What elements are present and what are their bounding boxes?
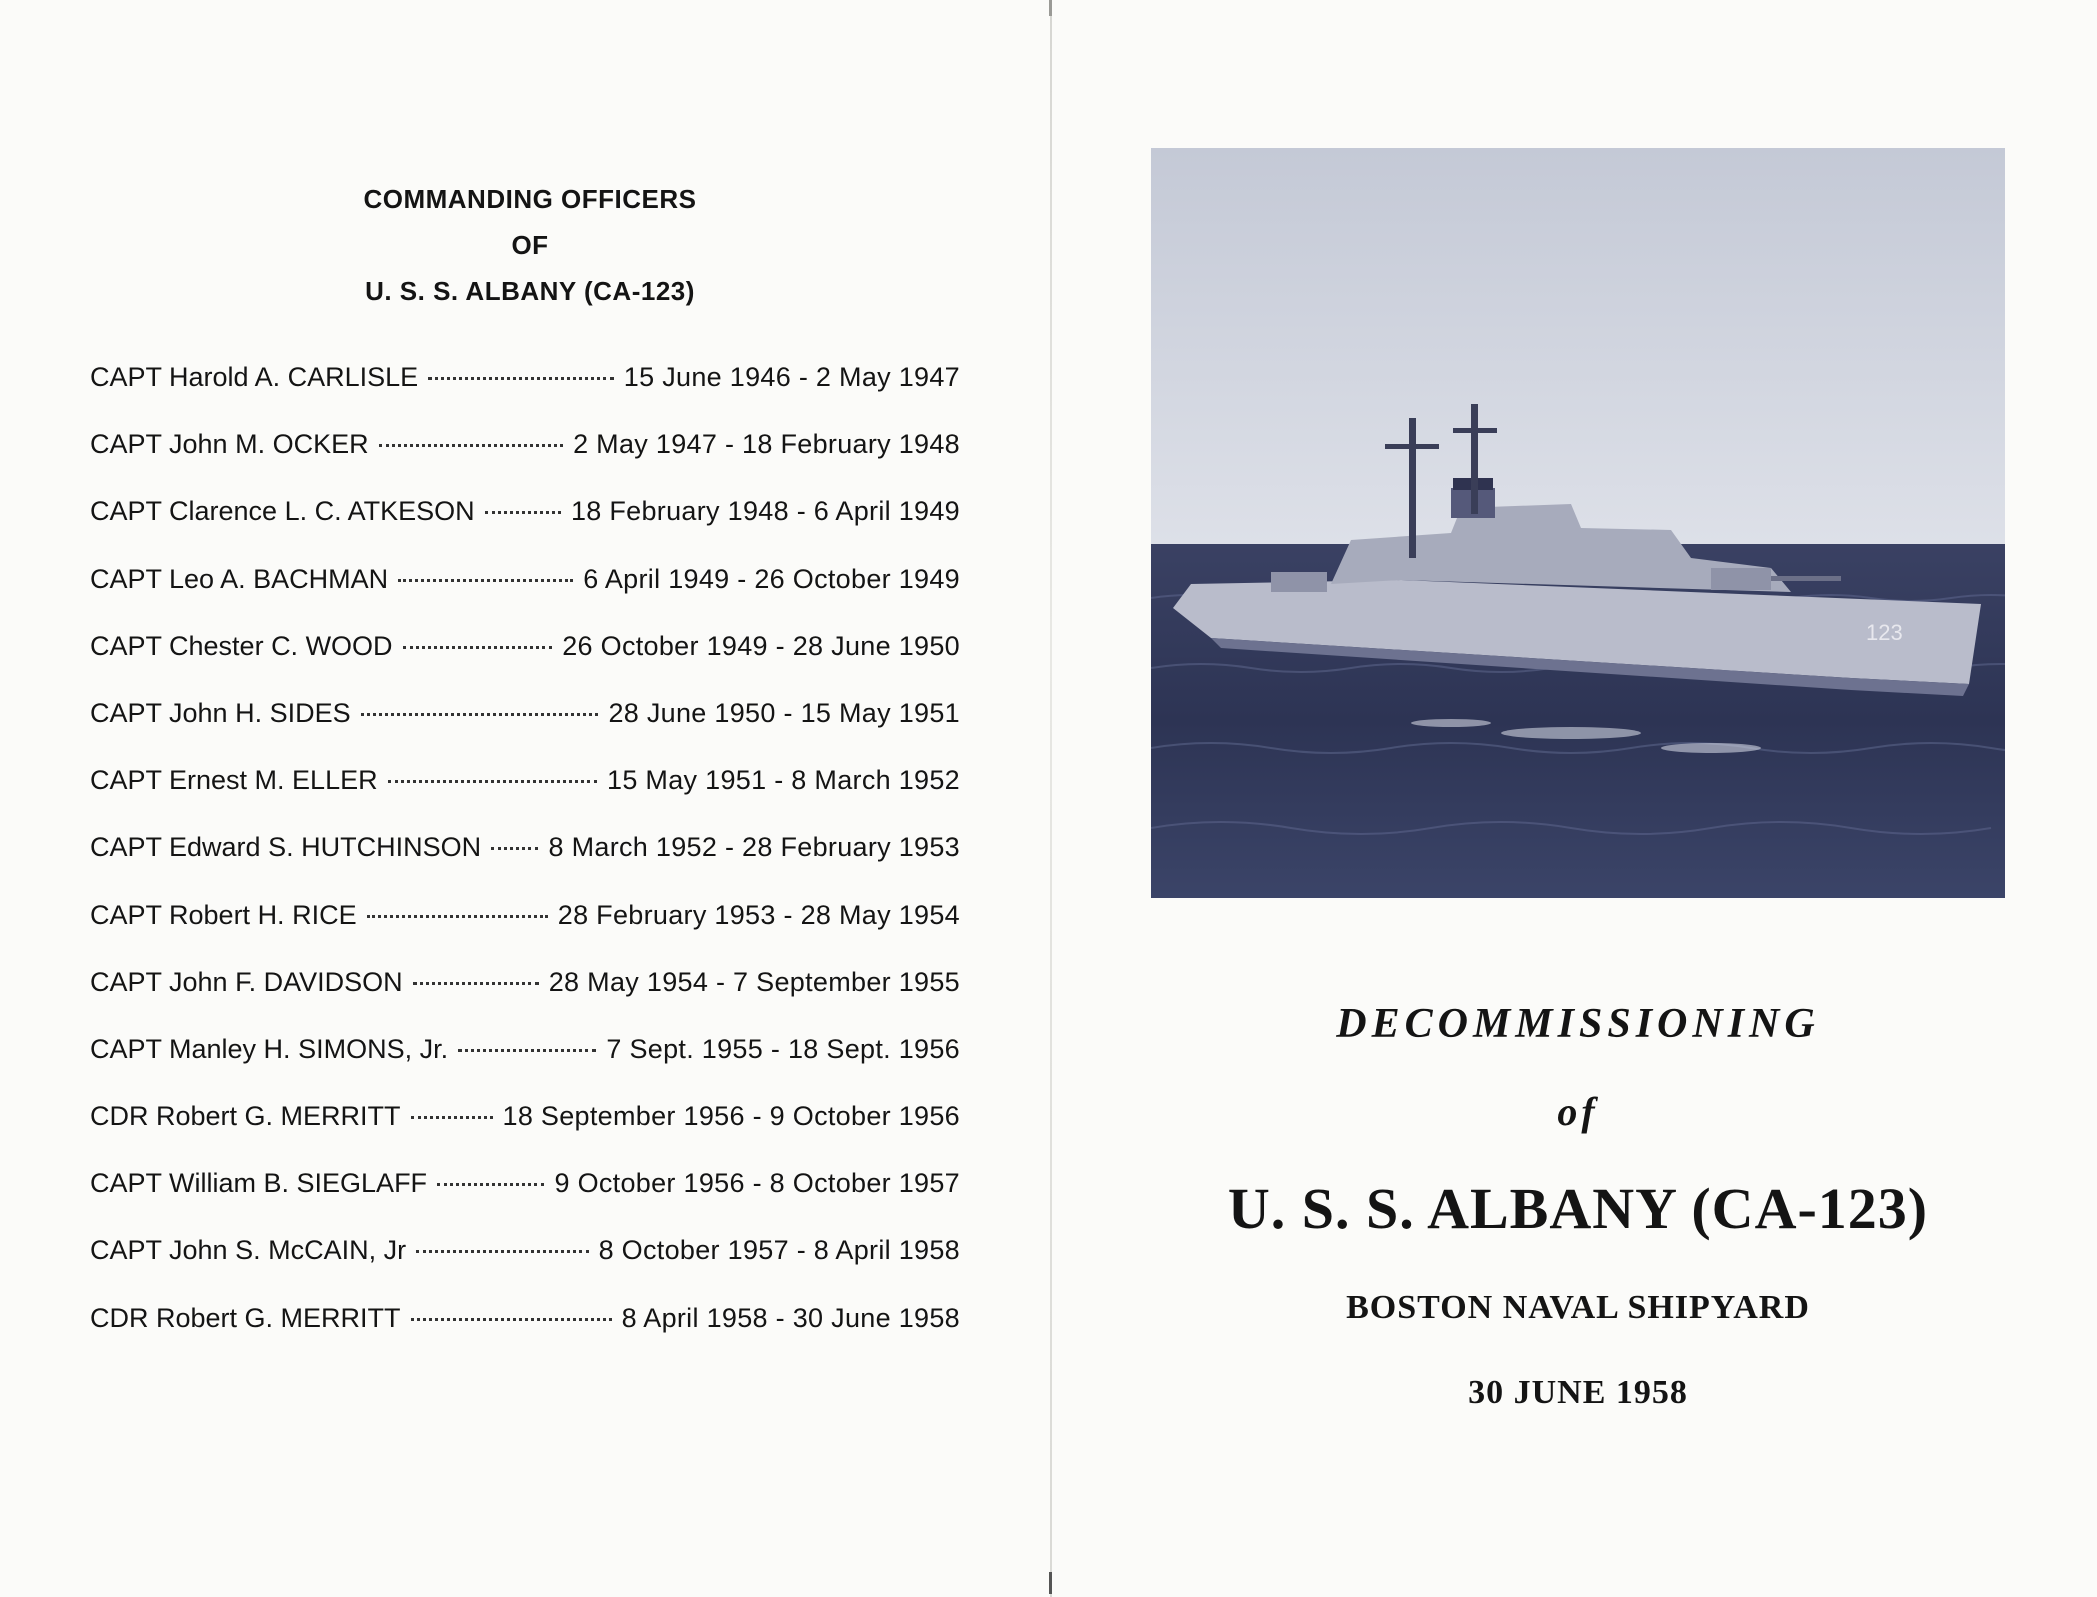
ship-photograph [1151, 148, 2005, 898]
officers-header-line3: U. S. S. ALBANY (CA-123) [365, 276, 695, 306]
officer-row [90, 1303, 960, 1370]
officer-name: CAPT Harold A. CARLISLE [90, 362, 419, 392]
dot-leader [379, 443, 563, 447]
dot-leader [398, 578, 573, 582]
ceremony-date: 30 JUNE 1958 [1468, 1374, 1688, 1411]
officer-row [90, 967, 960, 1034]
dot-leader [411, 1115, 493, 1119]
dot-leader [416, 1249, 588, 1253]
forward-mast [1409, 418, 1416, 558]
officer-name: CAPT Chester C. WOOD [90, 630, 393, 661]
dot-leader [367, 914, 548, 918]
dot-leader [403, 645, 553, 649]
fold-mark-top [1049, 0, 1052, 16]
fold-mark-bottom [1049, 1572, 1052, 1594]
officer-name: CAPT John M. OCKER [90, 429, 369, 460]
officer-row [90, 900, 960, 967]
officer-row [90, 429, 960, 496]
officer-dates: 28 June 1950 - 15 May 1951 [608, 697, 960, 728]
officer-name: CAPT Clarence L. C. ATKESON [90, 496, 475, 527]
dot-leader [413, 981, 539, 985]
officer-dates: 2 May 1947 - 18 February 1948 [573, 429, 960, 460]
officer-name: CAPT Edward S. HUTCHINSON [90, 832, 482, 863]
officer-name: CAPT John S. McCAIN, Jr [90, 1235, 407, 1266]
officer-dates: 28 May 1954 - 7 September 1955 [548, 966, 960, 997]
dot-leader [388, 779, 597, 783]
officers-header-line1: COMMANDING OFFICERS [363, 184, 697, 214]
officer-name: CAPT John H. SIDES [90, 697, 351, 728]
dot-leader [437, 1182, 544, 1186]
officer-name: CAPT William B. SIEGLAFF [90, 1168, 428, 1199]
dot-leader [361, 712, 599, 716]
ship-name: U. S. S. ALBANY (CA-123) [1227, 1176, 1929, 1241]
title-of: of [1557, 1089, 1599, 1134]
officer-name: CAPT Manley H. SIMONS, Jr. [90, 1033, 449, 1064]
officer-dates: 15 June 1946 - 2 May 1947 [623, 362, 960, 392]
decommissioning-title: DECOMMISSIONING [1336, 1001, 1820, 1047]
officer-row [90, 698, 960, 765]
aft-mast [1471, 404, 1478, 514]
mast-yard [1385, 444, 1439, 449]
officers-header-line2: OF [511, 230, 549, 260]
officer-row [90, 631, 960, 698]
shipyard-name: BOSTON NAVAL SHIPYARD [1346, 1289, 1810, 1326]
officer-list [90, 362, 960, 1370]
officer-row [90, 1235, 960, 1302]
gun-barrel [1771, 576, 1841, 581]
officers-header [90, 176, 970, 314]
officer-name: CAPT Leo A. BACHMAN [90, 563, 389, 594]
officer-name: CDR Robert G. MERRITT [90, 1101, 401, 1132]
officer-name: CDR Robert G. MERRITT [90, 1302, 401, 1333]
dot-leader [411, 1317, 612, 1321]
officer-name: CAPT Ernest M. ELLER [90, 765, 378, 796]
officer-dates: 15 May 1951 - 8 March 1952 [607, 765, 960, 796]
officer-dates: 6 April 1949 - 26 October 1949 [583, 563, 960, 594]
dot-leader [491, 846, 538, 850]
sky [1151, 148, 2005, 544]
officer-dates: 18 September 1956 - 9 October 1956 [502, 1101, 960, 1132]
officer-row [90, 362, 960, 429]
officer-dates: 28 February 1953 - 28 May 1954 [557, 899, 960, 930]
officer-name: CAPT Robert H. RICE [90, 899, 357, 930]
officer-row [90, 1101, 960, 1168]
officer-row [90, 765, 960, 832]
aft-mast-yard [1453, 428, 1497, 433]
officer-row [90, 564, 960, 631]
officer-dates: 8 April 1958 - 30 June 1958 [621, 1302, 960, 1333]
officer-name: CAPT John F. DAVIDSON [90, 966, 403, 997]
officer-dates: 9 October 1956 - 8 October 1957 [554, 1168, 960, 1199]
dot-leader [428, 376, 614, 380]
officer-row [90, 832, 960, 899]
turret-aft [1271, 572, 1327, 592]
turret-fwd [1711, 568, 1771, 590]
officer-dates: 8 October 1957 - 8 April 1958 [598, 1235, 960, 1266]
officer-row [90, 1034, 960, 1101]
dot-leader [458, 1048, 596, 1052]
officer-row [90, 496, 960, 563]
dot-leader [485, 510, 561, 514]
officer-dates: 26 October 1949 - 28 June 1950 [562, 630, 960, 661]
officer-dates: 8 March 1952 - 28 February 1953 [548, 832, 960, 863]
center-fold [1050, 0, 1052, 1597]
officer-row [90, 1168, 960, 1235]
hull-number: 123 [1866, 620, 1903, 645]
officer-dates: 7 Sept. 1955 - 18 Sept. 1956 [606, 1033, 960, 1064]
ship-photo-illustration [1151, 148, 2005, 898]
officer-dates: 18 February 1948 - 6 April 1949 [570, 496, 960, 527]
